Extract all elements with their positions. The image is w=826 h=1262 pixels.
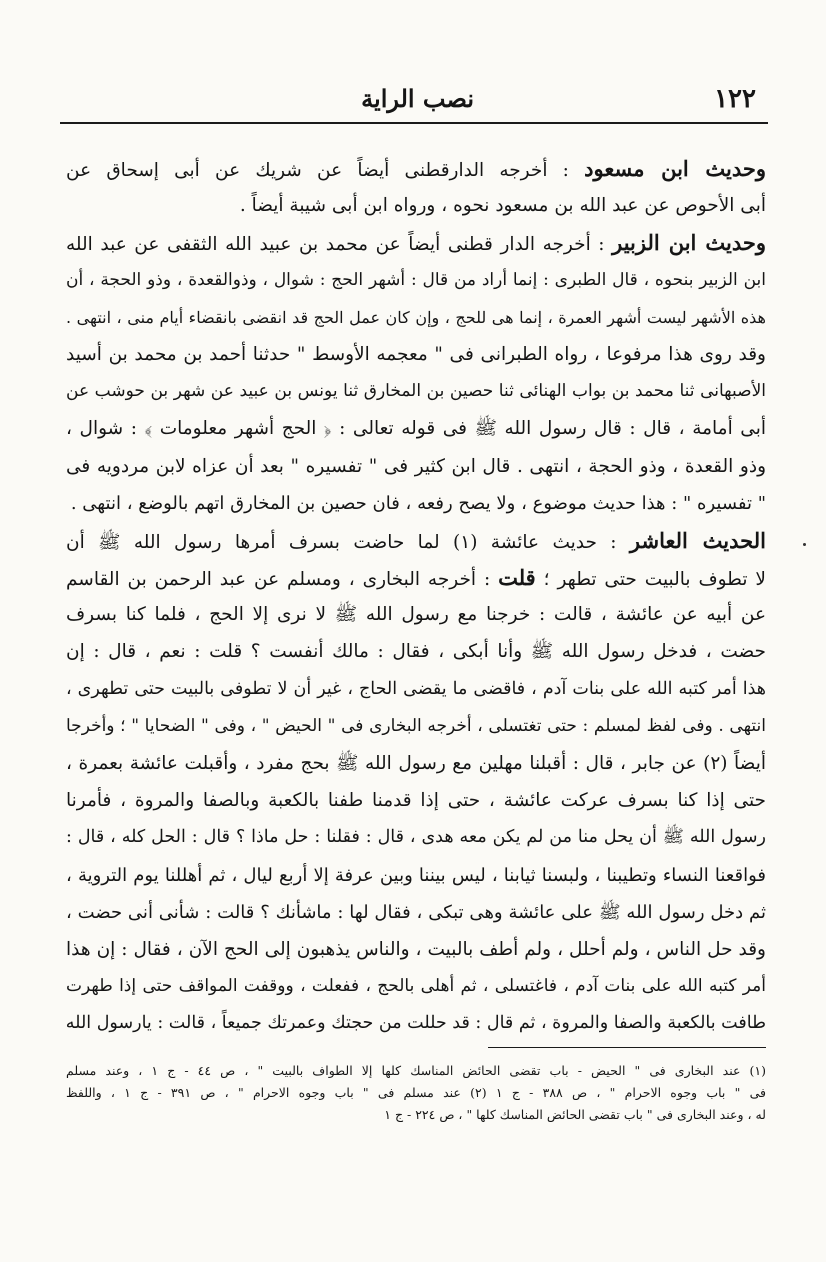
text-line: وحديث ابن الزبير : أخرجه الدار قطنى أيضاً عن محمد بن عبيد الله الثقفى عن عبد الله xyxy=(66,230,766,256)
section-heading: الحديث العاشر xyxy=(629,527,766,553)
text-line: أمر كتبه الله على بنات آدم ، فاغتسلى ، ثم أهلى بالحج ، ففعلت ، ووقفت المواقف حتى إذا طهرت xyxy=(66,976,766,997)
section-heading: وحديث ابن مسعود xyxy=(584,156,766,181)
text-line: انتهى . وفى لفظ لمسلم : حتى تغتسلى ، أخرجه البخارى فى " الحيض " ، وفى " الضحايا " ؛ وأخرجا xyxy=(66,715,766,736)
text-line: أبى الأحوص عن عبد الله بن مسعود نحوه ، ورواه ابن أبى شيبة أيضاً . xyxy=(239,195,766,217)
footnote-line: فى " باب وجوه الاحرام " ، ص ٣٨٨ - ج ١ (٢) عند مسلم فى " باب وجوه الاحرام " ، ص ٣٩١ - ج ١ ، واللفظ xyxy=(66,1085,766,1100)
text-line: لا تطوف بالبيت حتى تطهر ؛ قلت : أخرجه البخارى ، ومسلم عن عبد الرحمن بن القاسم xyxy=(66,565,766,591)
text-line: وقد روى هذا مرفوعا ، رواه الطبرانى فى " معجمه الأوسط " حدثنا أحمد بن محمد بن أسيد xyxy=(66,343,766,365)
text-line: وقد حل الناس ، ولم أحلل ، ولم أطف بالبيت ، والناس يذهبون إلى الحج الآن ، فقال : إن هذا xyxy=(66,938,766,960)
text-line: هذه الأشهر ليست أشهر العمرة ، إنما هى للحج ، وإن كان عمل الحج قد انقضى بانقضاء أيام منى ، انتهى . xyxy=(66,307,766,327)
running-title: نصب الراية xyxy=(361,84,474,113)
text-line: وذو القعدة ، وذو الحجة ، انتهى . قال ابن كثير فى " تفسيره " بعد أن عزاه لابن مردويه فى xyxy=(66,455,766,477)
text-line: أيضاً (٢) عن جابر ، قال : أقبلنا مهلين مع رسول الله ﷺ بحج مفرد ، وأقبلت عائشة بعمرة ، xyxy=(66,753,766,774)
text-line: عن أبيه عن عائشة ، قالت : خرجنا مع رسول الله ﷺ لا نرى إلا الحج ، فلما كنا بسرف xyxy=(66,604,766,626)
text-line: ابن الزبير بنحوه ، قال الطبرى : إنما أراد من قال : أشهر الحج : شوال ، وذوالقعدة ، وذو الحجة ، أن xyxy=(66,269,766,290)
footnote-line: له ، وعند البخارى فى " باب تقضى الحائض المناسك كلها " ، ص ٢٢٤ - ج ١ xyxy=(384,1107,766,1122)
page-number: ١٢٢ xyxy=(714,84,756,114)
header-rule xyxy=(60,122,768,124)
qulit-marker: قلت xyxy=(498,565,536,591)
text-line: هذا أمر كتبه الله على بنات آدم ، فاقضى ما يقضى الحاج ، غير أن لا تطوفى بالبيت حتى تطهرى ، xyxy=(66,678,766,699)
text-line: طافت بالكعبة والصفا والمروة ، ثم قال : قد حللت من حجتك وعمرتك جميعاً ، قالت : يارسول الله xyxy=(66,1013,766,1034)
main-text xyxy=(66,150,766,1043)
text-line: رسول الله ﷺ أن يحل منا من لم يكن معه هدى ، قال : فقلنا : حل ماذا ؟ قال : الحل كله ، قال : xyxy=(66,827,766,848)
text-line: ثم دخل رسول الله ﷺ على عائشة وهى تبكى ، فقال لها : ماشأنك ؟ قالت : شأنى أنى حضت ، xyxy=(66,901,766,923)
text-line: أبى أمامة ، قال : قال رسول الله ﷺ فى قوله تعالى : ﴿ الحج أشهر معلومات ﴾ : شوال ، xyxy=(66,418,766,440)
text-line: الحديث العاشر : حديث عائشة (١) لما حاضت بسرف أمرها رسول الله ﷺ أن xyxy=(66,527,766,553)
text-line: " تفسيره " : هذا حديث موضوع ، ولا يصح رفعه ، فان حصين بن المخارق اتهم بالوضع ، انتهى . xyxy=(70,492,766,514)
text-line: الأصبهانى ثنا محمد بن بواب الهنائى ثنا حصين بن المخارق ثنا يونس بن عبيد عن شهر بن حوشب عن xyxy=(66,381,766,402)
footnotes xyxy=(66,1060,766,1126)
text-line: فواقعنا النساء وتطيبنا ، ولبسنا ثيابنا ، ليس بيننا وبين عرفة إلا أربع ليال ، ثم أهللنا يوم التروية ، xyxy=(66,864,766,886)
text-line: حتى إذا كنا بسرف عركت عائشة ، حتى إذا قدمنا طفنا بالكعبة وبالصفا والمروة ، فأمرنا xyxy=(66,790,766,812)
footnote-line: (١) عند البخارى فى " الحيض - باب تقضى الحائض المناسك كلها إلا الطواف بالبيت " ، ص ٤٤ - ج ١ ، وعند مسلم xyxy=(66,1063,766,1078)
margin-mark xyxy=(803,543,806,546)
footnote-rule xyxy=(488,1047,766,1048)
section-heading: وحديث ابن الزبير xyxy=(612,230,766,256)
page-header xyxy=(64,84,764,120)
text-line: وحديث ابن مسعود : أخرجه الدارقطنى أيضاً عن شريك عن أبى إسحاق عن xyxy=(66,156,766,181)
text-line: حضت ، فدخل رسول الله ﷺ وأنا أبكى ، فقال : مالك أنفست ؟ قلت : نعم ، قال : إن xyxy=(66,641,766,663)
